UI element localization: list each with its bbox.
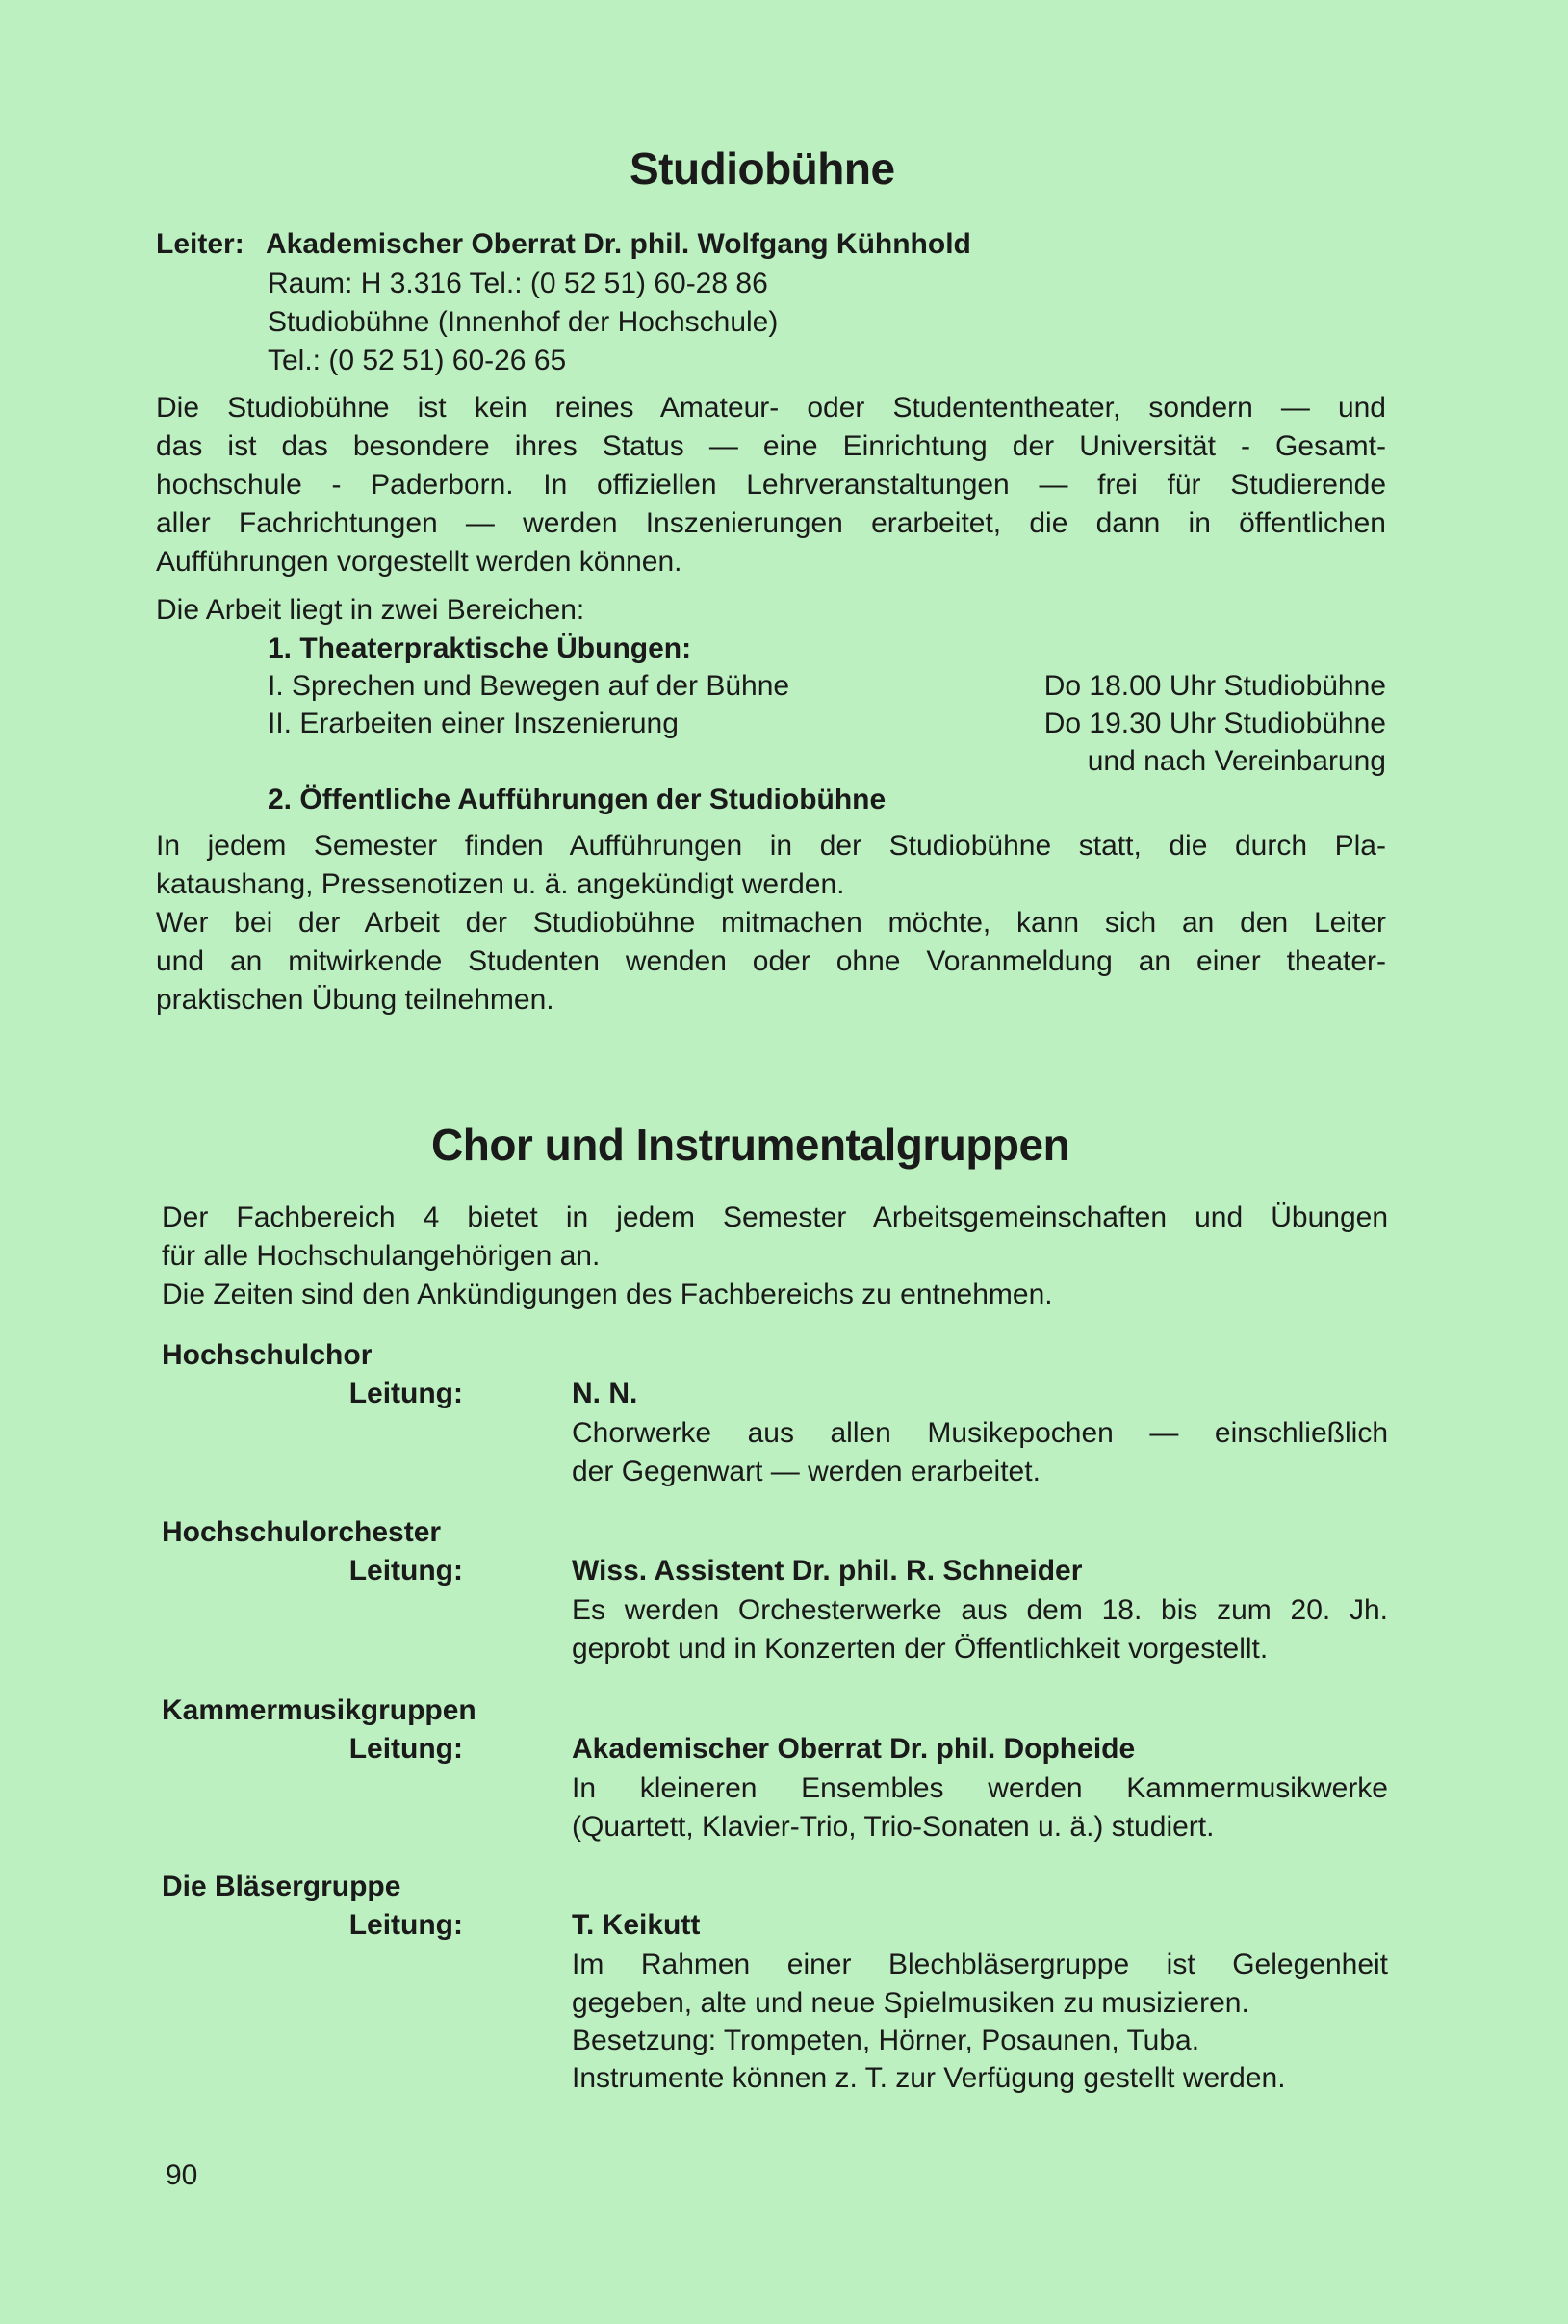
group-leader: N. N.: [572, 1378, 638, 1409]
leitung-label: Leitung:: [348, 1555, 463, 1587]
group-desc-line: Besetzung: Trompeten, Hörner, Posaunen, Tuba.: [572, 2025, 1200, 2056]
leitung-label: Leitung:: [348, 1733, 463, 1765]
course-note: und nach Vereinbarung: [1087, 745, 1386, 777]
course-name: II. Erarbeiten einer Inszenierung: [268, 708, 679, 739]
group-leader: Wiss. Assistent Dr. phil. R. Schneider: [572, 1555, 1083, 1587]
studio-leader-name: Akademischer Oberrat Dr. phil. Wolfgang Kühnhold: [266, 228, 971, 260]
studio-perf-line: praktischen Übung teilnehmen.: [156, 984, 554, 1016]
leitung-label: Leitung:: [348, 1378, 463, 1409]
studio-perf-line: kataushang, Pressenotizen u. ä. angekündigt werden.: [156, 868, 845, 900]
group-name: Kammermusikgruppen: [162, 1694, 476, 1726]
course-name: I. Sprechen und Bewegen auf der Bühne: [268, 670, 790, 702]
studio-intro-line: Die Studiobühne ist kein reines Amateur- oder Studententheater, sondern — und: [156, 392, 1386, 424]
choir-intro-line: Der Fachbereich 4 bietet in jedem Semester Arbeitsgemeinschaften und Übungen: [162, 1201, 1388, 1233]
group-desc-line: Es werden Orchesterwerke aus dem 18. bis zum 20. Jh.: [572, 1594, 1388, 1626]
studio-perf-line: In jedem Semester finden Aufführungen in der Studiobühne statt, die durch Pla-: [156, 830, 1386, 862]
group-desc-line: geprobt und in Konzerten der Öffentlichkeit vorgestellt.: [572, 1633, 1269, 1665]
group-desc-line: In kleineren Ensembles werden Kammermusikwerke: [572, 1772, 1388, 1804]
studio-leader-label: Leiter:: [156, 228, 244, 260]
studio-section2-heading: 2. Öffentliche Aufführungen der Studiobühne: [268, 784, 887, 815]
studio-heading: Studiobühne: [630, 143, 895, 194]
group-desc-line: der Gegenwart — werden erarbeitet.: [572, 1456, 1041, 1487]
studio-intro-line: aller Fachrichtungen — werden Inszenierungen erarbeitet, die dann in öffentlichen: [156, 507, 1386, 539]
choir-heading: Chor und Instrumentalgruppen: [431, 1120, 1070, 1170]
studio-section1-heading: 1. Theaterpraktische Übungen:: [268, 633, 692, 664]
group-desc-line: Im Rahmen einer Blechbläsergruppe ist Gelegenheit: [572, 1949, 1388, 1980]
studio-perf-line: und an mitwirkende Studenten wenden oder ohne Voranmeldung an einer theater-: [156, 945, 1386, 977]
choir-intro-line: für alle Hochschulangehörigen an.: [162, 1240, 601, 1272]
studio-intro-line: das ist das besondere ihres Status — eine Einrichtung der Universität - Gesamt-: [156, 430, 1386, 462]
choir-intro-line: Die Zeiten sind den Ankündigungen des Fachbereichs zu entnehmen.: [162, 1278, 1053, 1310]
course-time: Do 18.00 Uhr Studiobühne: [1043, 670, 1386, 702]
studio-intro-line: Aufführungen vorgestellt werden können.: [156, 546, 682, 578]
leitung-label: Leitung:: [348, 1909, 463, 1941]
group-desc-line: Instrumente können z. T. zur Verfügung gestellt werden.: [572, 2062, 1286, 2094]
page-number: 90: [166, 2159, 198, 2191]
group-desc-line: (Quartett, Klavier-Trio, Trio-Sonaten u. ä.) studiert.: [572, 1811, 1215, 1843]
studio-intro-line: hochschule - Paderborn. In offiziellen Lehrveranstaltungen — frei für Studierende: [156, 469, 1386, 501]
group-leader: T. Keikutt: [572, 1909, 701, 1941]
studio-contact-line: Studiobühne (Innenhof der Hochschule): [268, 306, 779, 338]
group-name: Die Bläsergruppe: [162, 1871, 401, 1902]
course-time: Do 19.30 Uhr Studiobühne: [1043, 708, 1386, 739]
group-name: Hochschulorchester: [162, 1516, 442, 1548]
studio-perf-line: Wer bei der Arbeit der Studiobühne mitmachen möchte, kann sich an den Leiter: [156, 907, 1386, 939]
group-leader: Akademischer Oberrat Dr. phil. Dopheide: [572, 1733, 1136, 1765]
group-desc-line: Chorwerke aus allen Musikepochen — einschließlich: [572, 1417, 1388, 1449]
studio-contact-line: Raum: H 3.316 Tel.: (0 52 51) 60-28 86: [268, 268, 768, 299]
studio-work-intro: Die Arbeit liegt in zwei Bereichen:: [156, 594, 585, 626]
group-desc-line: gegeben, alte und neue Spielmusiken zu musizieren.: [572, 1987, 1249, 2019]
studio-contact-line: Tel.: (0 52 51) 60-26 65: [268, 345, 567, 376]
group-name: Hochschulchor: [162, 1339, 373, 1371]
